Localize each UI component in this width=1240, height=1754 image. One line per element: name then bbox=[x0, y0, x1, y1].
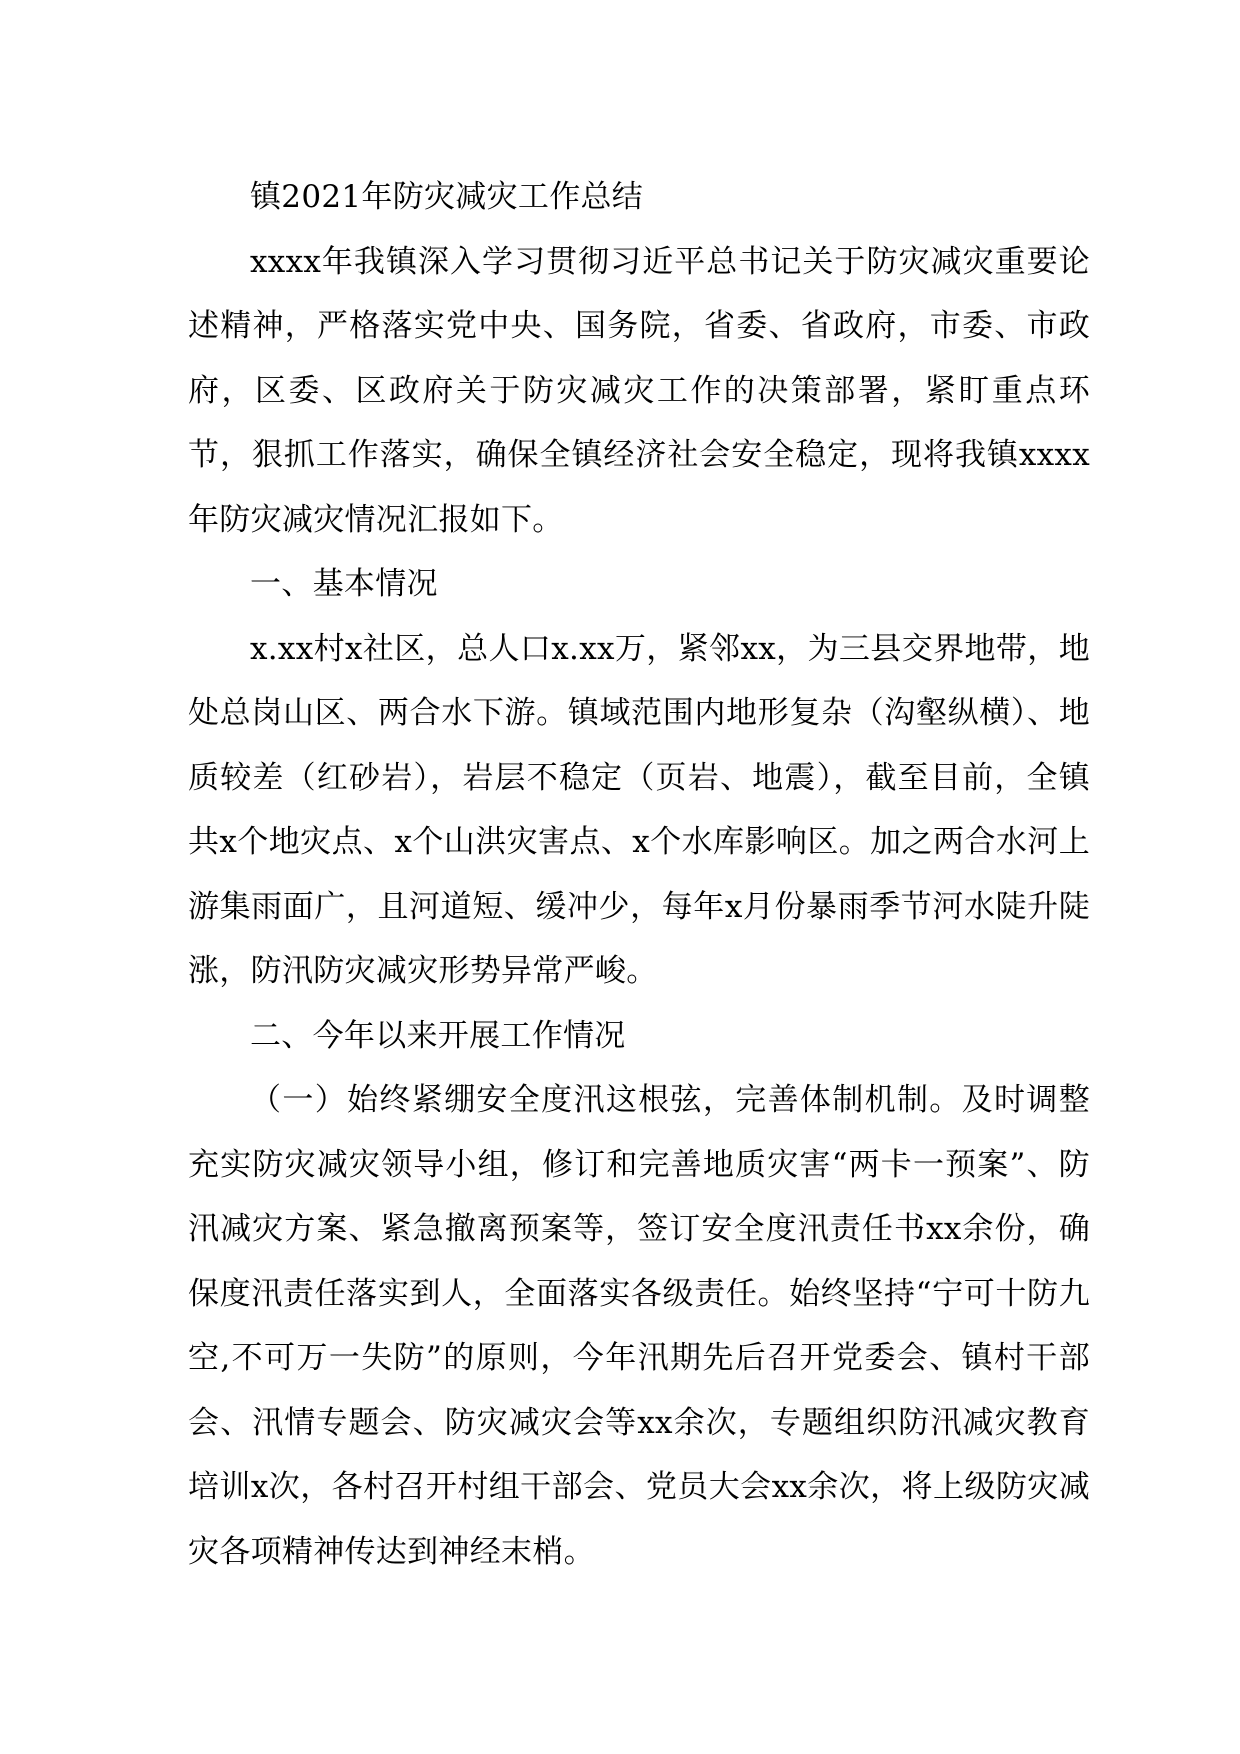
work-item-1-paragraph: （一）始终紧绷安全度汛这根弦，完善体制机制。及时调整充实防灾减灾领导小组，修订和完善地质灾害“两卡一预案”、防汛减灾方案、紧急撤离预案等，签订安全度汛责任书xx余份，确保度汛责任落实到人，全面落实各级责任。始终坚持“宁可十防九空,不可万一失防”的原则，今年汛期先后召开党委会、镇村干部会、汛情专题会、防灾减灾会等xx余次，专题组织防汛减灾教育培训x次，各村召开村组干部会、党员大会xx余次，将上级防灾减灾各项精神传达到神经末梢。 bbox=[188, 1082, 1090, 1570]
basic-situation-paragraph: x.xx村x社区，总人口x.xx万，紧邻xx，为三县交界地带，地处总岗山区、两合水下游。镇域范围内地形复杂（沟壑纵横）、地质较差（红砂岩），岩层不稳定（页岩、地震），截至目前，全镇共x个地灾点、x个山洪灾害点、x个水库影响区。加之两合水河上游集雨面广，且河道短、缓冲少，每年x月份暴雨季节河水陡升陡涨，防汛防灾减灾形势异常严峻。 bbox=[188, 630, 1090, 989]
section-heading-basic-situation: 一、基本情况 bbox=[250, 566, 438, 602]
document-title: 镇2021年防灾减灾工作总结 bbox=[250, 179, 644, 215]
intro-paragraph: xxxx年我镇深入学习贯彻习近平总书记关于防灾减灾重要论述精神，严格落实党中央、国务院，省委、省政府，市委、市政府，区委、区政府关于防灾减灾工作的决策部署，紧盯重点环节，狠抓工作落实，确保全镇经济社会安全稳定，现将我镇xxxx年防灾减灾情况汇报如下。 bbox=[188, 243, 1090, 538]
section-heading-work-this-year: 二、今年以来开展工作情况 bbox=[250, 1017, 626, 1054]
